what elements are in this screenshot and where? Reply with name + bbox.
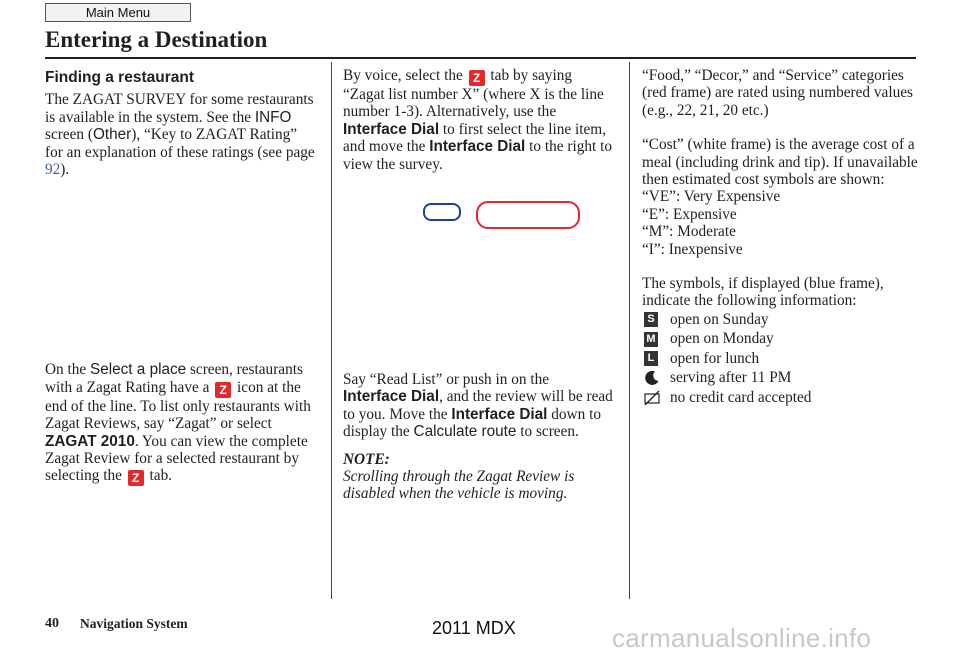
watermark: carmanualsonline.info (612, 623, 872, 653)
moon-icon (644, 370, 660, 386)
cost-inexpensive: “I”: Inexpensive (642, 240, 743, 258)
section-heading: Finding a restaurant (45, 69, 194, 86)
column-3 (642, 67, 924, 407)
list-item (644, 310, 924, 330)
info-screen-label: INFO (254, 108, 292, 126)
zagat-tab-icon: Z (469, 70, 485, 86)
zagat-icon: Z (215, 382, 231, 398)
page-number: 40 (45, 616, 59, 631)
blue-frame (423, 203, 461, 221)
paragraph-read-list: Say “Read List” or push in on the Interface Dial, and the review will be read to you. Move the Interface Dial down to display the Calculate route to screen. (343, 371, 613, 441)
list-item (644, 368, 924, 388)
paragraph-select-place: On the Select a place screen, restaurants with a Zagat Rating have a Z icon at the end of the line. To list only restaurants with Zagat Reviews, say “Zagat” or select ZAGAT 2010. You can view the complete Zagat Review for a selected restaurant by selecting the Z tab. (45, 361, 311, 486)
note-heading: NOTE: (343, 450, 390, 468)
zagat-tab-icon: Z (128, 470, 144, 486)
select-place-label: Select a place (90, 361, 187, 379)
sunday-icon: S (644, 312, 658, 327)
cost-description: “Cost” (white frame) is the average cost of a meal (including drink and tip). If unavailable then estimated cost symbols are shown: (642, 136, 918, 189)
symbol-text: serving after 11 PM (670, 369, 792, 387)
interface-dial-label: Interface Dial (343, 388, 440, 406)
no-credit-card-icon (644, 390, 660, 406)
frame-legend-illustration (420, 200, 585, 230)
page-link-92[interactable]: 92 (45, 161, 61, 179)
interface-dial-label: Interface Dial (429, 138, 526, 156)
cost-very-expensive: “VE”: Very Expensive (642, 188, 781, 206)
symbol-text: no credit card accepted (670, 388, 812, 406)
main-menu-button[interactable]: Main Menu (45, 3, 191, 22)
paragraph-symbols: The symbols, if displayed (blue frame), indicate the following information: (642, 275, 884, 310)
list-item (644, 349, 924, 369)
column-1 (45, 67, 315, 486)
cost-block (642, 136, 924, 258)
lunch-icon: L (644, 351, 658, 366)
footer-model: 2011 MDX (432, 618, 516, 638)
red-frame (476, 201, 580, 229)
monday-icon: M (644, 332, 658, 347)
title-rule (45, 57, 916, 59)
paragraph-voice-select: By voice, select the Z tab by saying “Zagat list number X” (where X is the line number 1-3). Alternatively, use the Interface Dial to first select the line item, and move the Interface Dial to the right to view the survey. (343, 67, 612, 173)
calculate-route-label: Calculate route (413, 423, 517, 441)
column-divider-1 (331, 62, 332, 599)
interface-dial-label: Interface Dial (451, 405, 548, 423)
column-2 (343, 67, 615, 503)
symbol-text: open on Monday (670, 330, 774, 348)
footer-system-name: Navigation System (80, 616, 188, 631)
symbol-text: open for lunch (670, 349, 760, 367)
note-body: Scrolling through the Zagat Review is disabled when the vehicle is moving. (343, 468, 575, 503)
symbol-text: open on Sunday (670, 310, 769, 328)
cost-moderate: “M”: Moderate (642, 223, 736, 241)
paragraph-zagat-intro: The ZAGAT SURVEY for some restaurants is available in the system. See the INFO screen (Other), “Key to ZAGAT Rating” for an explanation of these ratings (see page 92). (45, 91, 315, 179)
column-divider-2 (629, 62, 630, 599)
zagat-2010-label: ZAGAT 2010 (45, 432, 135, 450)
page-title: Entering a Destination (45, 27, 268, 52)
symbol-list (642, 310, 924, 408)
list-item (644, 388, 924, 408)
cost-expensive: “E”: Expensive (642, 205, 737, 223)
list-item (644, 329, 924, 349)
paragraph-categories: “Food,” “Decor,” and “Service” categories (red frame) are rated using numbered values (e.g., 22, 21, 20 etc.) (642, 67, 913, 119)
interface-dial-label: Interface Dial (343, 120, 440, 138)
other-label: Other (92, 126, 132, 144)
